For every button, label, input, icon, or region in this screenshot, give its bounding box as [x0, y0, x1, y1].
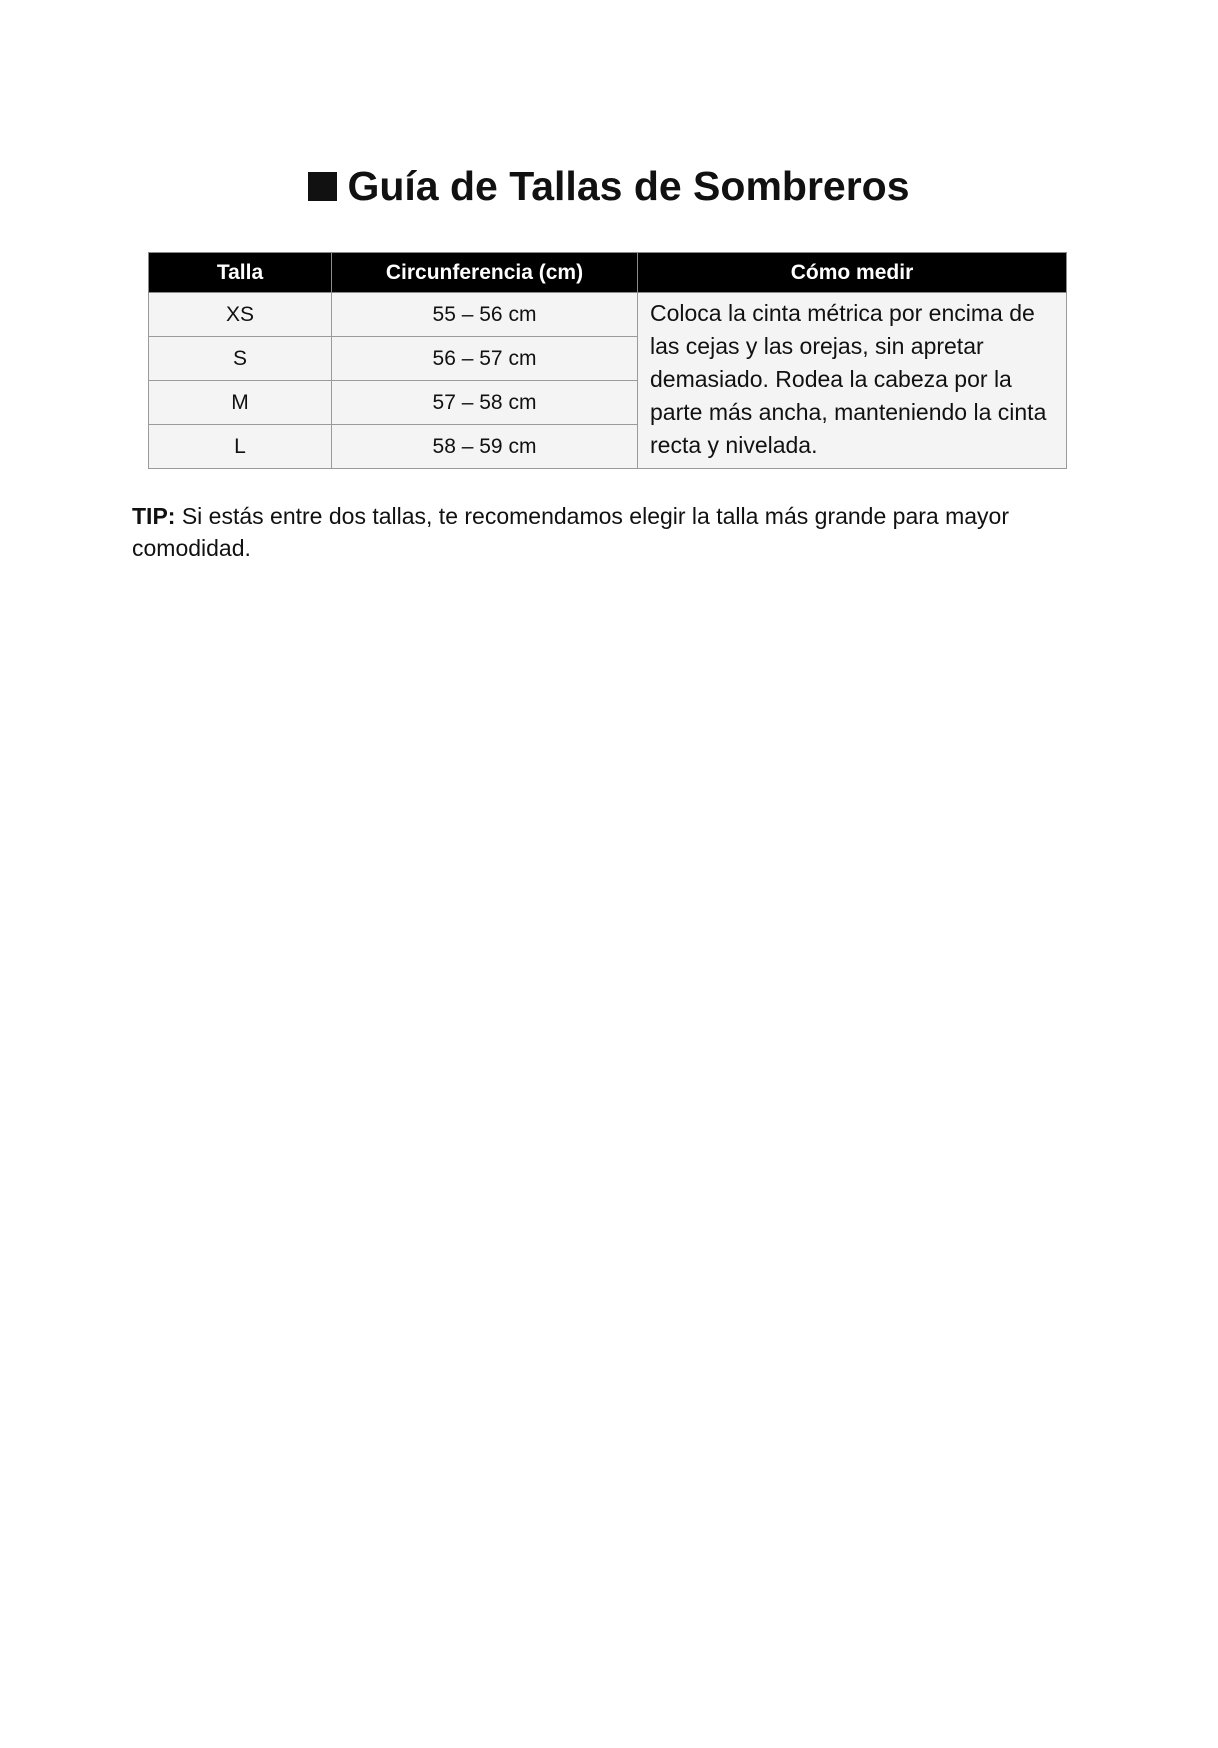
size-cell: S	[149, 337, 332, 381]
header-how-to-measure: Cómo medir	[638, 253, 1067, 293]
how-to-measure-cell: Coloca la cinta métrica por encima de las cejas y las orejas, sin apretar demasiado. Rodea la cabeza por la parte más ancha, manteniendo la cinta recta y nivelada.	[638, 293, 1067, 469]
tip-label: TIP:	[132, 503, 176, 529]
page-title-text: Guía de Tallas de Sombreros	[347, 163, 910, 209]
size-cell: M	[149, 381, 332, 425]
tip-paragraph	[132, 500, 1072, 564]
black-square-icon	[308, 172, 337, 201]
circumference-cell: 56 – 57 cm	[332, 337, 638, 381]
header-circumference: Circunferencia (cm)	[332, 253, 638, 293]
size-guide-table	[148, 252, 1067, 469]
size-cell: L	[149, 425, 332, 469]
table-row	[149, 293, 1067, 337]
circumference-cell: 57 – 58 cm	[332, 381, 638, 425]
table-header-row	[149, 253, 1067, 293]
tip-text: Si estás entre dos tallas, te recomendamos elegir la talla más grande para mayor comodidad.	[132, 503, 1009, 561]
circumference-cell: 55 – 56 cm	[332, 293, 638, 337]
header-size: Talla	[149, 253, 332, 293]
size-cell: XS	[149, 293, 332, 337]
circumference-cell: 58 – 59 cm	[332, 425, 638, 469]
page-title	[0, 160, 1218, 212]
